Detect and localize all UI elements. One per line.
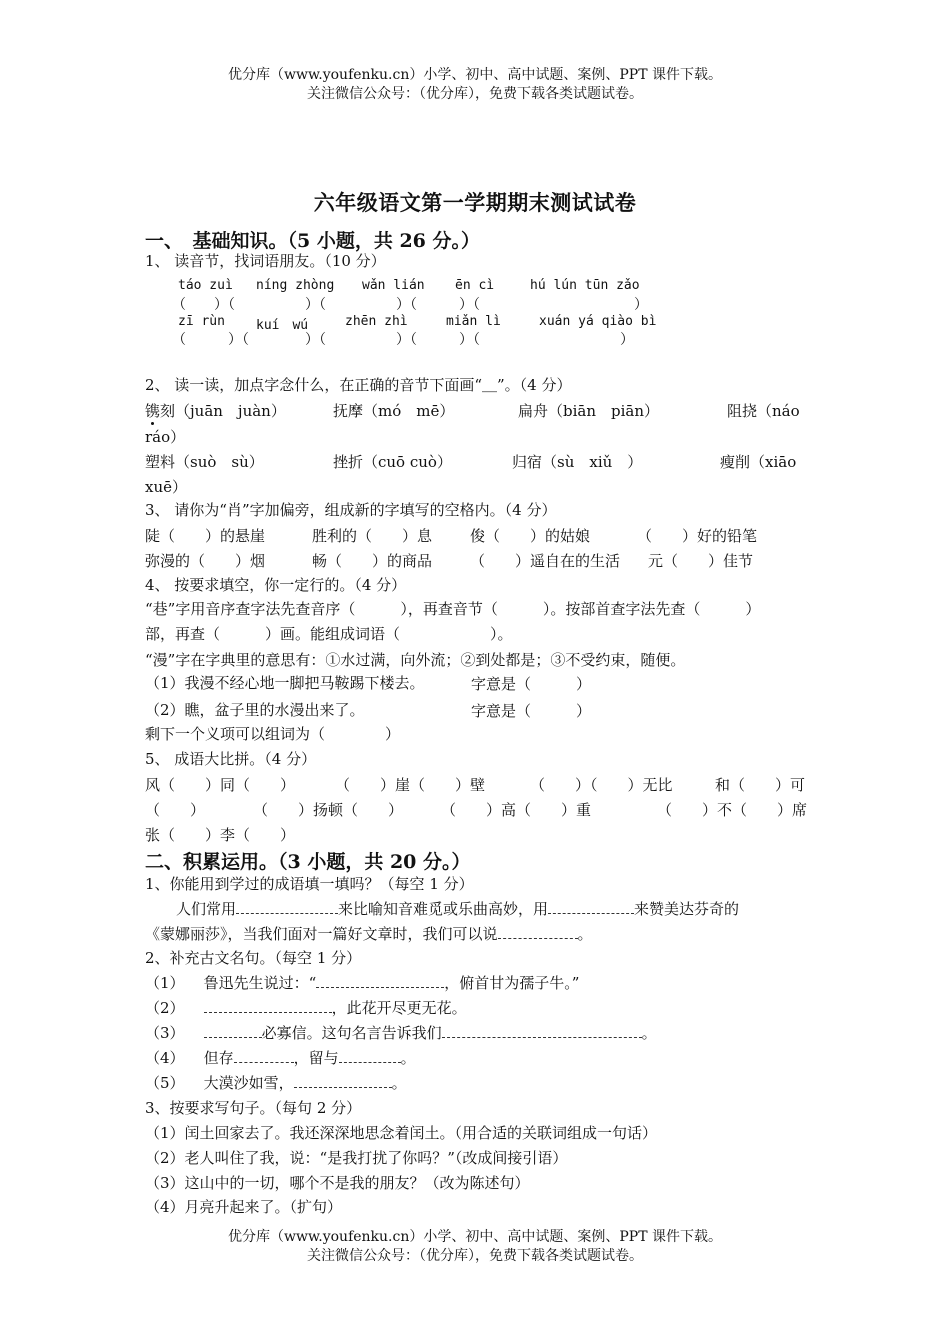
s2-q1-blank-3[interactable]: [498, 924, 578, 939]
q5-item-2[interactable]: （ ）崖（ ）壁: [335, 776, 486, 794]
q2-label: 2、 读一读，加点字念什么，在正确的音节下面画“＿”。（4 分）: [145, 376, 572, 394]
s2-q2-blank-5[interactable]: [234, 1048, 294, 1063]
q5-item-1[interactable]: 风（ ）同（ ）: [145, 776, 296, 794]
q3-item-1[interactable]: 陡（ ）的悬崖: [145, 527, 266, 545]
s2-q2-text-3b: 必寡信。这句名言告诉我们: [261, 1024, 442, 1042]
q1-answer-blanks-1[interactable]: （ ）（ ）（ ）（ ）（ ）: [172, 297, 648, 313]
s2-q2-text-2b: ，此花开尽更无花。: [331, 999, 467, 1017]
q2-item-8-wrap: xuē）: [145, 478, 187, 496]
q5-item-4-wrap[interactable]: （ ）: [145, 801, 206, 819]
q5-item-6[interactable]: （ ）高（ ）重: [441, 801, 592, 819]
s2-q2-blank-1[interactable]: [316, 973, 444, 988]
q4-meaning-2[interactable]: 字意是（ ）: [471, 702, 592, 720]
s2-q1-text-a: 人们常用: [176, 900, 237, 918]
q5-item-7-wrap[interactable]: 张（ ）李（ ）: [145, 826, 296, 844]
s2-q3-item-4: （4）月亮升起来了。（扩句）: [145, 1198, 343, 1216]
page-header: [0, 66, 950, 104]
s2-q2-blank-2[interactable]: [204, 998, 332, 1013]
footer-line-1: 优分库（www.youfenku.cn）小学、初中、高中试题、案例、PPT 课件下载。: [227, 1229, 722, 1245]
q3-item-6[interactable]: 畅（ ）的商品: [312, 552, 433, 570]
q1-pinyin-1: táo zuì: [178, 278, 233, 293]
s2-q1-text-b: 来比喻知音难觅或乐曲高妙，用: [338, 900, 549, 918]
s2-q2-text-4b: ，留与: [293, 1049, 339, 1067]
s2-q2-text-3c: 。: [641, 1024, 657, 1042]
exam-title: 六年级语文第一学期期末测试试卷: [313, 190, 637, 215]
q5-item-3[interactable]: （ ）（ ）无比: [530, 776, 673, 794]
q1-pinyin-2: níng zhòng: [256, 278, 335, 293]
s2-q1-text-c: 来赞美达芬奇的: [634, 900, 740, 918]
s2-q2-num-1: （1）: [145, 974, 185, 992]
q1-pinyin-6: zī rùn: [178, 314, 225, 329]
s2-q1-label: 1、你能用到学过的成语填一填吗？（每空 1 分）: [145, 875, 474, 893]
q5-item-7[interactable]: （ ）不（ ）席: [657, 801, 808, 819]
q5-item-4[interactable]: 和（ ）可: [715, 776, 806, 794]
s2-q2-blank-4[interactable]: [442, 1023, 642, 1038]
s2-q2-text-5b: 。: [391, 1074, 407, 1092]
s2-q2-item-5: [145, 1073, 407, 1093]
q4-sentence-1: （1）我漫不经心地一脚把马鞍踢下楼去。: [145, 674, 425, 692]
q2-item-6[interactable]: 挫折（cuō cuò）: [333, 453, 452, 471]
s2-q2-item-2: [145, 998, 467, 1018]
q4-sentence-2: （2）瞧，盆子里的水漫出来了。: [145, 701, 365, 719]
q1-pinyin-5: hú lún tūn zǎo: [530, 278, 640, 293]
s2-q2-item-4: [145, 1048, 416, 1068]
header-line-1: 优分库（www.youfenku.cn）小学、初中、高中试题、案例、PPT 课件下载。: [227, 67, 722, 83]
q3-item-3[interactable]: 俊（ ）的姑娘: [470, 527, 591, 545]
q3-item-5[interactable]: 弥漫的（ ）烟: [145, 552, 266, 570]
s2-q1-blank-1[interactable]: [236, 899, 338, 914]
q1-pinyin-4: ēn cì: [455, 278, 495, 293]
q1-pinyin-7: kuí wú: [256, 318, 309, 333]
s2-q1-line-2: [145, 924, 593, 944]
section-2-note: （3 小题，共 20 分。）: [278, 851, 471, 873]
footer-line-2: 关注微信公众号：（优分库），免费下载各类试题试卷。: [307, 1248, 643, 1264]
s2-q2-text-5a: 大漠沙如雪，: [203, 1074, 294, 1092]
q1-pinyin-10: xuán yá qiào bì: [539, 314, 657, 329]
s2-q2-num-4: （4）: [145, 1049, 185, 1067]
s2-q2-blank-3[interactable]: [204, 1023, 262, 1038]
s2-q3-item-1: （1）闰土回家去了。我还深深地思念着闰土。（用合适的关联词组成一句话）: [145, 1124, 658, 1142]
section-2-heading: [145, 847, 471, 874]
s2-q2-num-3: （3）: [145, 1024, 185, 1042]
s2-q2-item-1: [145, 973, 579, 993]
s2-q3-item-2: （2）老人叫住了我，说：“是我打扰了你吗？”（改成间接引语）: [145, 1149, 568, 1167]
s2-q1-text-e: 。: [577, 925, 593, 943]
s2-q3-label: 3、按要求写句子。（每句 2 分）: [145, 1099, 362, 1117]
q2-item-1-text: 刻（juān juàn）: [160, 402, 286, 420]
q1-answer-blanks-2[interactable]: （ ）（ ）（ ）（ ）（ ）: [172, 332, 634, 348]
q3-item-4[interactable]: （ ）好的铅笔: [637, 527, 758, 545]
q4-label: 4、 按要求填空，你一定行的。（4 分）: [145, 576, 407, 594]
q3-item-8[interactable]: 元（ ）佳节: [648, 552, 754, 570]
q4-line-3: “漫”字在字典里的意思有：①水过满，向外流；②到处都是；③不受约束，随便。: [145, 651, 686, 669]
q2-item-4[interactable]: 阻挠（náo: [727, 402, 800, 420]
section-1-title: 一、 基础知识。: [145, 230, 288, 252]
s2-q1-blank-2[interactable]: [548, 899, 634, 914]
q2-item-4-wrap: ráo）: [145, 428, 186, 446]
s2-q2-text-4c: 。: [400, 1049, 416, 1067]
q1-label: 1、 读音节，找词语朋友。（10 分）: [145, 252, 386, 270]
q2-item-5[interactable]: 塑料（suò sù）: [145, 453, 264, 471]
q1-pinyin-9: miǎn lì: [446, 314, 501, 329]
s2-q2-blank-6[interactable]: [339, 1048, 401, 1063]
q2-item-2[interactable]: 抚摩（mó mē）: [333, 402, 455, 420]
section-1-heading: [145, 226, 480, 253]
q2-item-8[interactable]: 瘦削（xiāo: [720, 453, 797, 471]
s2-q2-item-3: [145, 1023, 657, 1043]
q1-pinyin-8: zhēn zhì: [345, 314, 408, 329]
s2-q1-text-d: 《蒙娜丽莎》，当我们面对一篇好文章时，我们可以说: [145, 925, 498, 943]
s2-q3-item-3: （3）这山中的一切，哪个不是我的朋友？（改为陈述句）: [145, 1174, 530, 1192]
s2-q2-text-1a: 鲁迅先生说过：“: [203, 974, 317, 992]
section-1-note: （5 小题，共 26 分。）: [287, 230, 481, 252]
section-2-title: 二、积累运用。: [145, 851, 279, 873]
q1-pinyin-3: wǎn lián: [362, 278, 425, 293]
s2-q2-text-4a: 但存: [203, 1049, 234, 1067]
s2-q1-line-1: [176, 899, 739, 919]
header-line-2: 关注微信公众号：（优分库），免费下载各类试题试卷。: [307, 86, 643, 102]
q5-label: 5、 成语大比拼。（4 分）: [145, 750, 317, 768]
q4-line-1[interactable]: “巷”字用音序查字法先查音序（ ），再查音节（ ）。按部首查字法先查（ ）: [145, 600, 761, 618]
page-footer: [0, 1228, 950, 1266]
q3-item-2[interactable]: 胜利的（ ）息: [312, 527, 433, 545]
s2-q2-text-1b: ，俯首甘为孺子牛。”: [444, 974, 580, 992]
q5-item-5[interactable]: （ ）扬顿（ ）: [253, 801, 404, 819]
q2-item-3[interactable]: 扁舟（biān piān）: [518, 402, 660, 420]
q2-item-7[interactable]: 归宿（sù xiǔ ）: [512, 453, 643, 471]
q3-item-7[interactable]: （ ）遥自在的生活: [470, 552, 621, 570]
q2-item-1[interactable]: 镌刻（juān juàn）: [145, 402, 286, 420]
q4-line-2[interactable]: 部，再查（ ）画。能组成词语（ ）。: [145, 625, 513, 643]
q4-meaning-1[interactable]: 字意是（ ）: [471, 675, 592, 693]
s2-q2-blank-7[interactable]: [294, 1073, 392, 1088]
q4-line-6[interactable]: 剩下一个义项可以组词为（ ）: [145, 725, 401, 743]
s2-q2-num-2: （2）: [145, 999, 185, 1017]
s2-q2-label: 2、补充古文名句。（每空 1 分）: [145, 949, 362, 967]
s2-q2-num-5: （5）: [145, 1074, 185, 1092]
q3-label: 3、 请你为“肖”字加偏旁，组成新的字填写的空格内。（4 分）: [145, 501, 557, 519]
